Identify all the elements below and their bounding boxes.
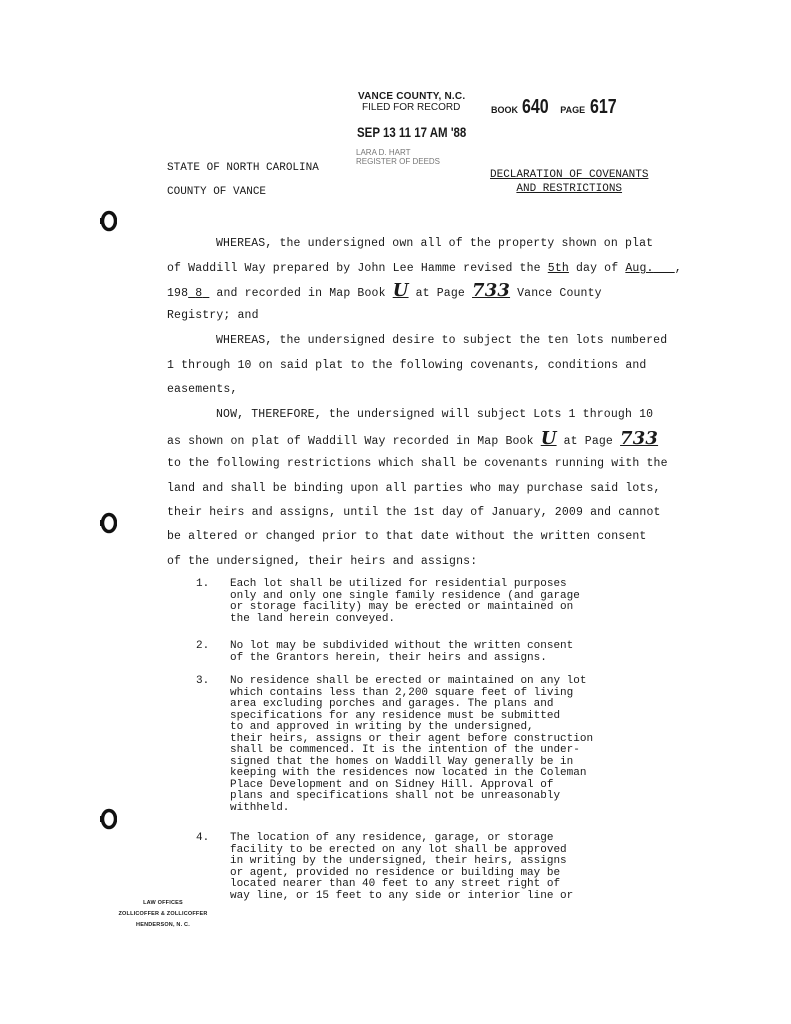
book-page-reference bbox=[491, 96, 623, 119]
binder-hole-bottom bbox=[100, 808, 117, 830]
document-title bbox=[490, 168, 648, 196]
law-office-footer bbox=[108, 898, 218, 931]
text-segment: , bbox=[674, 262, 682, 275]
document-title-line1: DECLARATION OF COVENANTS bbox=[490, 169, 649, 181]
handwritten-map-book: U bbox=[392, 280, 409, 301]
item-line: or agent, provided no residence or building may be bbox=[230, 866, 561, 879]
item-line: in writing by the undersigned, their heirs, assigns bbox=[230, 855, 567, 867]
item-line: No residence shall be erected or maintained on any lot bbox=[230, 675, 587, 687]
item-line: keeping with the residences now located in the Coleman bbox=[230, 767, 587, 779]
document-title-line2: AND RESTRICTIONS bbox=[516, 183, 623, 195]
text-segment: day of bbox=[568, 262, 626, 275]
paragraph-1-line-4: Registry; and bbox=[167, 309, 259, 322]
footer-firm-name: ZOLLICOFFER & ZOLLICOFFER bbox=[118, 911, 208, 917]
item-line: area excluding porches and garages. The plans and bbox=[230, 698, 554, 710]
item-text bbox=[230, 641, 573, 664]
item-line: only and only one single family residence (and garage bbox=[230, 589, 580, 602]
text-segment: 198 bbox=[167, 287, 189, 300]
paragraph-1-line-3 bbox=[167, 280, 602, 301]
item-number: 2. bbox=[196, 640, 210, 652]
revision-day: 5th bbox=[547, 262, 569, 275]
paragraph-3-line-7: of the undersigned, their heirs and assigns: bbox=[167, 555, 478, 568]
item-line: the land herein conveyed. bbox=[230, 612, 396, 625]
stamp-register bbox=[356, 148, 440, 166]
paragraph-1-line-2 bbox=[167, 262, 682, 276]
item-line: No lot may be subdivided without the written consent bbox=[230, 640, 574, 652]
binder-hole-top bbox=[100, 210, 117, 232]
item-number: 3. bbox=[196, 675, 210, 687]
item-number: 1. bbox=[196, 578, 210, 590]
paragraph-3-line-6: be altered or changed prior to that date without the written consent bbox=[167, 530, 647, 543]
stamp-county: VANCE COUNTY, N.C. bbox=[358, 91, 466, 102]
item-line: to and approved in writing by the undersigned, bbox=[230, 721, 534, 733]
item-line: way line, or 15 feet to any side or interior line or bbox=[230, 889, 574, 902]
item-line: shall be commenced. It is the intention of the under- bbox=[230, 744, 580, 756]
item-line: signed that the homes on Waddill Way generally be in bbox=[230, 755, 574, 768]
item-line: or storage facility) may be erected or maintained on bbox=[230, 601, 574, 613]
item-text bbox=[230, 579, 580, 625]
text-segment: and recorded in Map Book bbox=[209, 287, 393, 300]
paragraph-3-line-1: NOW, THEREFORE, the undersigned will subject Lots 1 through 10 bbox=[216, 408, 654, 421]
book-number: 640 bbox=[522, 96, 550, 118]
handwritten-page-number: 733 bbox=[472, 280, 511, 301]
item-line: plans and specifications shall not be unreasonably bbox=[230, 790, 561, 802]
stamp-register-title: REGISTER OF DEEDS bbox=[356, 157, 441, 166]
paragraph-2-line-1: WHEREAS, the undersigned desire to subject the ten lots numbered bbox=[216, 334, 668, 347]
recording-year-digit: 8 bbox=[195, 287, 203, 300]
page-label: PAGE bbox=[560, 105, 586, 115]
footer-law-offices: LAW OFFICES bbox=[143, 900, 183, 906]
handwritten-page-number-2: 733 bbox=[620, 428, 659, 449]
item-line: of the Grantors herein, their heirs and assigns. bbox=[230, 651, 547, 664]
item-line: Place Development and on Sidney Hill. Approval of bbox=[230, 778, 554, 791]
item-line: Each lot shall be utilized for residential purposes bbox=[230, 578, 567, 590]
paragraph-3-line-5: their heirs and assigns, until the 1st day of January, 2009 and cannot bbox=[167, 506, 661, 519]
item-number: 4. bbox=[196, 832, 210, 844]
county-heading: COUNTY OF VANCE bbox=[167, 186, 267, 198]
stamp-date-time: SEP 13 11 17 AM '88 bbox=[357, 124, 467, 140]
paragraph-1-line-1: WHEREAS, the undersigned own all of the property shown on plat bbox=[216, 237, 654, 250]
paragraph-2-line-3: easements, bbox=[167, 383, 238, 396]
footer-location: HENDERSON, N. C. bbox=[136, 922, 190, 928]
paragraph-2-line-2: 1 through 10 on said plat to the following covenants, conditions and bbox=[167, 359, 647, 372]
item-line: withheld. bbox=[230, 801, 290, 814]
item-line: their heirs, assigns or their agent before construction bbox=[230, 732, 594, 745]
text-segment: at Page bbox=[408, 287, 473, 300]
item-text bbox=[230, 676, 593, 814]
paragraph-3-line-2 bbox=[167, 428, 659, 449]
revision-month: Aug. bbox=[625, 262, 654, 275]
item-line: which contains less than 2,200 square feet of living bbox=[230, 686, 574, 699]
paragraph-3-line-4: land and shall be binding upon all parties who may purchase said lots, bbox=[167, 482, 661, 495]
book-label: BOOK bbox=[491, 105, 518, 115]
text-segment: Vance County bbox=[510, 287, 602, 300]
handwritten-map-book-2: U bbox=[540, 428, 557, 449]
stamp-filed-for-record: FILED FOR RECORD bbox=[362, 102, 461, 113]
item-line: located nearer than 40 feet to any street right of bbox=[230, 878, 561, 890]
page-number: 617 bbox=[589, 96, 617, 118]
item-line: facility to be erected on any lot shall be approved bbox=[230, 843, 567, 856]
text-segment: as shown on plat of Waddill Way recorded in Map Book bbox=[167, 435, 541, 448]
binder-hole-middle bbox=[100, 512, 117, 534]
item-line: The location of any residence, garage, or storage bbox=[230, 832, 554, 844]
state-heading: STATE OF NORTH CAROLINA bbox=[167, 162, 319, 174]
item-text bbox=[230, 833, 573, 902]
stamp-register-name: LARA D. HART bbox=[356, 148, 411, 157]
text-segment: at Page bbox=[556, 435, 621, 448]
text-segment: of Waddill Way prepared by John Lee Hamme revised the bbox=[167, 262, 548, 275]
paragraph-3-line-3: to the following restrictions which shall be covenants running with the bbox=[167, 457, 668, 470]
item-line: specifications for any residence must be submitted bbox=[230, 709, 561, 722]
